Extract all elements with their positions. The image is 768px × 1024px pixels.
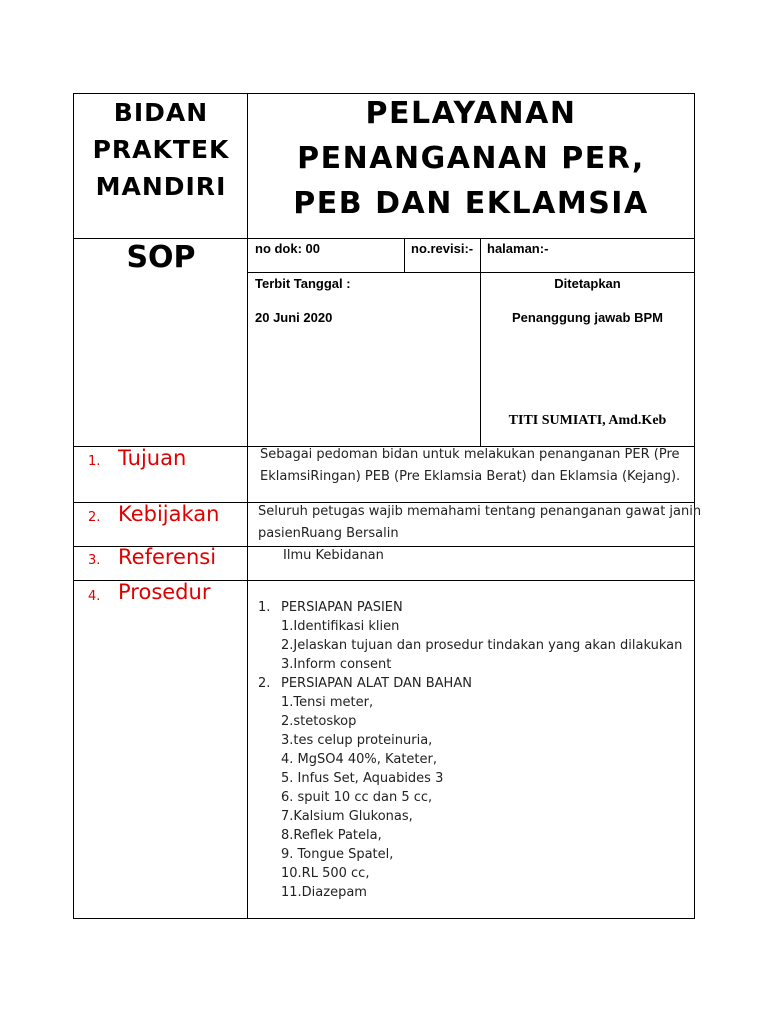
section-number: 1. — [88, 454, 101, 469]
procedure-group — [258, 674, 682, 902]
approver-title: Penanggung jawab BPM — [512, 310, 663, 325]
body-line: Seluruh petugas wajib memahami tentang penanganan gawat janin — [258, 504, 702, 519]
procedure-step: 10.RL 500 cc, — [281, 866, 370, 881]
section-body — [258, 501, 701, 545]
section-title: Kebijakan — [118, 502, 220, 526]
body-line: EklamsiRingan) PEB (Pre Eklamsia Berat) dan Eklamsia (Kejang). — [260, 469, 681, 484]
document-title-line: PELAYANAN — [365, 96, 577, 131]
section-number: 4. — [88, 589, 101, 604]
procedure-step: 1.Identifikasi klien — [281, 619, 400, 634]
procedure-group-number: 2. — [258, 676, 271, 691]
procedure-step: 7.Kalsium Glukonas, — [281, 809, 413, 824]
clinic-name — [74, 94, 248, 205]
table-border-left — [73, 93, 74, 919]
section-number: 3. — [88, 553, 101, 568]
procedure-step: 2.stetoskop — [281, 714, 357, 729]
procedure-step: 6. spuit 10 cc dan 5 cc, — [281, 790, 433, 805]
procedure-step: 8.Reflek Patela, — [281, 828, 382, 843]
issue-date: 20 Juni 2020 — [255, 310, 333, 325]
clinic-name-line: BIDAN — [113, 98, 209, 127]
body-line: Ilmu Kebidanan — [283, 548, 384, 563]
document-title-line: PENANGANAN PER, — [297, 141, 645, 176]
procedure-step: 11.Diazepam — [281, 885, 367, 900]
section-number: 2. — [88, 510, 101, 525]
procedure-group-title: PERSIAPAN ALAT DAN BAHAN — [281, 676, 472, 691]
body-line: pasienRuang Bersalin — [258, 526, 399, 541]
section-body — [260, 444, 680, 488]
approval-label: Ditetapkan — [554, 276, 621, 291]
section-body — [283, 545, 384, 567]
issue-date-label: Terbit Tanggal : — [255, 276, 351, 291]
procedure-step: 3.Inform consent — [281, 657, 392, 672]
procedure-step: 4. MgSO4 40%, Kateter, — [281, 752, 437, 767]
procedure-step: 9. Tongue Spatel, — [281, 847, 394, 862]
procedure-step: 3.tes celup proteinuria, — [281, 733, 433, 748]
table-rule — [248, 272, 695, 273]
procedure-group-heading — [258, 674, 682, 693]
signatory-name: TITI SUMIATI, Amd.Keb — [508, 413, 667, 428]
section-title: Referensi — [118, 545, 217, 569]
revision-number: no.revisi:- — [411, 241, 474, 256]
procedure-group-title: PERSIAPAN PASIEN — [281, 600, 403, 615]
table-border-bottom — [73, 918, 695, 919]
procedure-group-heading — [258, 598, 682, 617]
table-divider — [404, 238, 405, 273]
procedure-list — [258, 598, 682, 902]
page-number: halaman:- — [487, 241, 549, 256]
sop-label: SOP — [126, 240, 196, 275]
procedure-step: 1.Tensi meter, — [281, 695, 374, 710]
procedure-group-number: 1. — [258, 600, 271, 615]
table-rule — [73, 238, 695, 239]
document-number: no dok: 00 — [255, 241, 321, 256]
clinic-name-line: MANDIRI — [95, 172, 227, 201]
clinic-name-line: PRAKTEK — [92, 135, 230, 164]
procedure-step: 5. Infus Set, Aquabides 3 — [281, 771, 444, 786]
procedure-step: 2.Jelaskan tujuan dan prosedur tindakan yang akan dilakukan — [281, 638, 683, 653]
document-title — [248, 91, 694, 226]
section-title: Tujuan — [118, 446, 187, 470]
body-line: Sebagai pedoman bidan untuk melakukan penanganan PER (Pre — [260, 447, 680, 462]
document-title-line: PEB DAN EKLAMSIA — [293, 186, 649, 221]
procedure-group — [258, 598, 682, 674]
section-title: Prosedur — [118, 580, 211, 604]
